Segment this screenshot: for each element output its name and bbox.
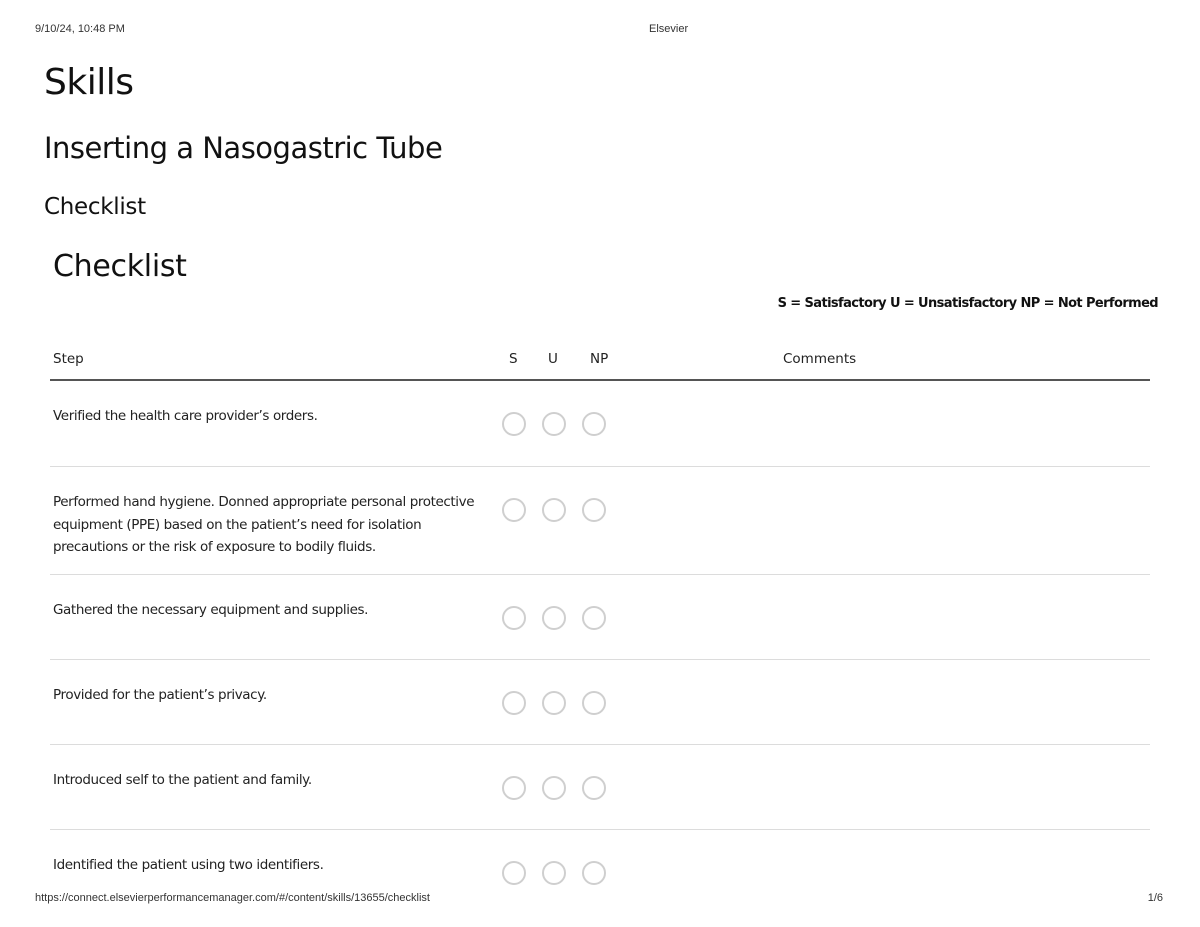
- radio-unsatisfactory[interactable]: [542, 498, 566, 522]
- radio-unsatisfactory[interactable]: [542, 861, 566, 885]
- radio-satisfactory[interactable]: [502, 861, 526, 885]
- table-row: [50, 467, 1150, 575]
- skill-name: Inserting a Nasogastric Tube: [44, 131, 443, 165]
- column-header-step: Step: [53, 351, 84, 367]
- radio-unsatisfactory[interactable]: [542, 776, 566, 800]
- column-header-np: NP: [590, 351, 609, 367]
- step-text: Performed hand hygiene. Donned appropriate personal protective equipment (PPE) based on the patient’s need for isolation precautions or the risk of exposure to bodily fluids.: [53, 494, 475, 555]
- radio-satisfactory[interactable]: [502, 606, 526, 630]
- print-page-number: 1/6: [1147, 892, 1163, 904]
- table-row: [50, 830, 1150, 887]
- table-row: [50, 575, 1150, 660]
- table-header: [50, 340, 1150, 381]
- radio-not-performed[interactable]: [582, 691, 606, 715]
- page-subheading: Checklist: [44, 194, 146, 220]
- step-text: Provided for the patient’s privacy.: [53, 687, 267, 703]
- radio-not-performed[interactable]: [582, 861, 606, 885]
- step-text: Introduced self to the patient and family.: [53, 772, 312, 788]
- print-site-title: Elsevier: [649, 23, 689, 35]
- column-header-comments: Comments: [783, 351, 857, 367]
- radio-not-performed[interactable]: [582, 412, 606, 436]
- radio-unsatisfactory[interactable]: [542, 412, 566, 436]
- table-row: [50, 381, 1150, 467]
- step-text: Identified the patient using two identifiers.: [53, 857, 324, 873]
- rating-legend: S = Satisfactory U = Unsatisfactory NP = Not Performed: [777, 296, 1158, 311]
- radio-satisfactory[interactable]: [502, 498, 526, 522]
- radio-satisfactory[interactable]: [502, 776, 526, 800]
- page-title: Skills: [44, 62, 134, 103]
- radio-unsatisfactory[interactable]: [542, 606, 566, 630]
- column-header-u: U: [548, 351, 558, 367]
- step-text: Verified the health care provider’s orders.: [53, 408, 318, 424]
- radio-not-performed[interactable]: [582, 776, 606, 800]
- radio-not-performed[interactable]: [582, 606, 606, 630]
- radio-not-performed[interactable]: [582, 498, 606, 522]
- table-row: [50, 745, 1150, 830]
- section-title: Checklist: [53, 249, 187, 284]
- radio-unsatisfactory[interactable]: [542, 691, 566, 715]
- radio-satisfactory[interactable]: [502, 691, 526, 715]
- radio-satisfactory[interactable]: [502, 412, 526, 436]
- print-date: 9/10/24, 10:48 PM: [35, 23, 125, 35]
- column-header-s: S: [509, 351, 518, 367]
- print-url: https://connect.elsevierperformancemanager.com/#/content/skills/13655/checklist: [35, 892, 430, 904]
- checklist-table: [50, 340, 1150, 887]
- step-text: Gathered the necessary equipment and supplies.: [53, 602, 369, 618]
- table-row: [50, 660, 1150, 745]
